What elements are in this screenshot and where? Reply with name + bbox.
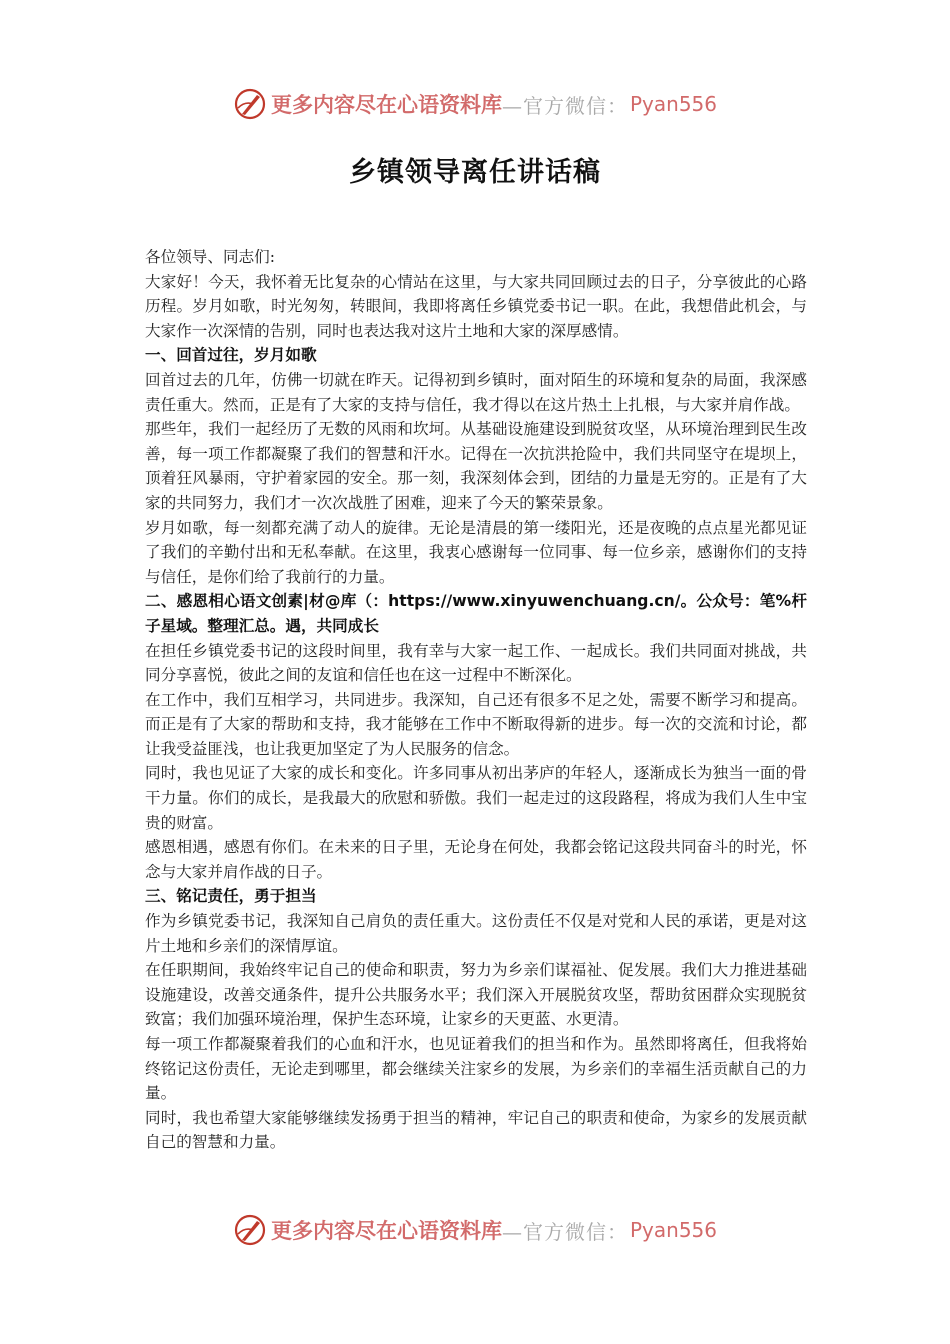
salutation: 各位领导、同志们:	[145, 248, 276, 266]
body-paragraph: 回首过去的几年，仿佛一切就在昨天。记得初到乡镇时，面对陌生的环境和复杂的局面，我深感责任重大。然而，正是有了大家的支持与信任，我才得以在这片热土上扎根，与大家并肩作战。	[145, 370, 807, 414]
body-paragraph: 每一项工作都凝聚着我们的心血和汗水，也见证着我们的担当和作为。虽然即将离任，但我将始终铭记这份责任，无论走到哪里，都会继续关注家乡的发展，为乡亲们的幸福生活贡献自己的力量。	[145, 1035, 807, 1103]
body-paragraph: 感恩相遇，感恩有你们。在未来的日子里，无论身在何处，我都会铭记这段共同奋斗的时光，怀念与大家并肩作战的日子。	[145, 838, 807, 881]
section-heading: 二、感恩相心语文创素|材@库（：https://www.xinyuwenchuang.cn/。公众号：笔%杆子星域。整理汇总。遇，共同成长	[145, 592, 807, 635]
body-paragraph: 在工作中，我们互相学习，共同进步。我深知，自己还有很多不足之处，需要不断学习和提高。而正是有了大家的帮助和支持，我才能够在工作中不断取得新的进步。每一次的交流和讨论，都让我受益匪浅，也让我更加坚定了为人民服务的信念。	[145, 690, 807, 758]
body-paragraph: 作为乡镇党委书记，我深知自己肩负的责任重大。这份责任不仅是对党和人民的承诺，更是对这片土地和乡亲们的深情厚谊。	[145, 912, 807, 955]
section-heading: 一、回首过往，岁月如歌	[145, 346, 317, 365]
quill-logo-icon	[233, 87, 267, 121]
banner-wechat-id: Pyan556	[629, 1218, 717, 1242]
body-paragraph: 同时，我也希望大家能够继续发扬勇于担当的精神，牢记自己的职责和使命，为家乡的发展贡献自己的智慧和力量。	[145, 1108, 807, 1152]
body-paragraph: 岁月如歌，每一刻都充满了动人的旋律。无论是清晨的第一缕阳光，还是夜晚的点点星光都见证了我们的辛勤付出和无私奉献。在这里，我衷心感谢每一位同事、每一位乡亲，感谢你们的支持与信任，是你们给了我前行的力量。	[145, 518, 807, 586]
section-heading: 三、铭记责任，勇于担当	[145, 887, 317, 906]
body-paragraph: 同时，我也见证了大家的成长和变化。许多同事从初出茅庐的年轻人，逐渐成长为独当一面的骨干力量。你们的成长，是我最大的欣慰和骄傲。我们一起走过的这段路程，将成为我们人生中宝贵的财富。	[145, 764, 807, 832]
header-watermark-banner	[0, 84, 950, 124]
document-body	[145, 245, 807, 1155]
quill-logo-icon	[233, 1213, 267, 1247]
banner-brand-text: 更多内容尽在心语资料库	[270, 92, 502, 117]
banner-brand-text: 更多内容尽在心语资料库	[270, 1218, 502, 1243]
body-paragraph: 在任职期间，我始终牢记自己的使命和职责，努力为乡亲们谋福祉、促发展。我们大力推进基础设施建设，改善交通条件，提升公共服务水平；我们深入开展脱贫攻坚，帮助贫困群众实现脱贫致富；我们加强环境治理，保护生态环境，让家乡的天更蓝、水更清。	[145, 961, 807, 1029]
banner-official-label: —官方微信：	[501, 93, 628, 118]
banner-wechat-id: Pyan556	[629, 92, 717, 116]
intro-paragraph: 大家好！今天，我怀着无比复杂的心情站在这里，与大家共同回顾过去的日子，分享彼此的心路历程。岁月如歌，时光匆匆，转眼间，我即将离任乡镇党委书记一职。在此，我想借此机会，与大家作一次深情的告别，同时也表达我对这片土地和大家的深厚感情。	[145, 272, 807, 340]
body-paragraph: 在担任乡镇党委书记的这段时间里，我有幸与大家一起工作、一起成长。我们共同面对挑战，共同分享喜悦，彼此之间的友谊和信任也在这一过程中不断深化。	[145, 641, 807, 685]
footer-watermark-banner	[0, 1210, 950, 1250]
document-title: 乡镇领导离任讲话稿	[349, 157, 601, 188]
banner-official-label: —官方微信：	[501, 1219, 628, 1244]
body-paragraph: 那些年，我们一起经历了无数的风雨和坎坷。从基础设施建设到脱贫攻坚，从环境治理到民生改善，每一项工作都凝聚了我们的智慧和汗水。记得在一次抗洪抢险中，我们共同坚守在堤坝上，顶着狂风暴雨，守护着家园的安全。那一刻，我深刻体会到，团结的力量是无穷的。正是有了大家的共同努力，我们才一次次战胜了困难，迎来了今天的繁荣景象。	[145, 420, 807, 512]
